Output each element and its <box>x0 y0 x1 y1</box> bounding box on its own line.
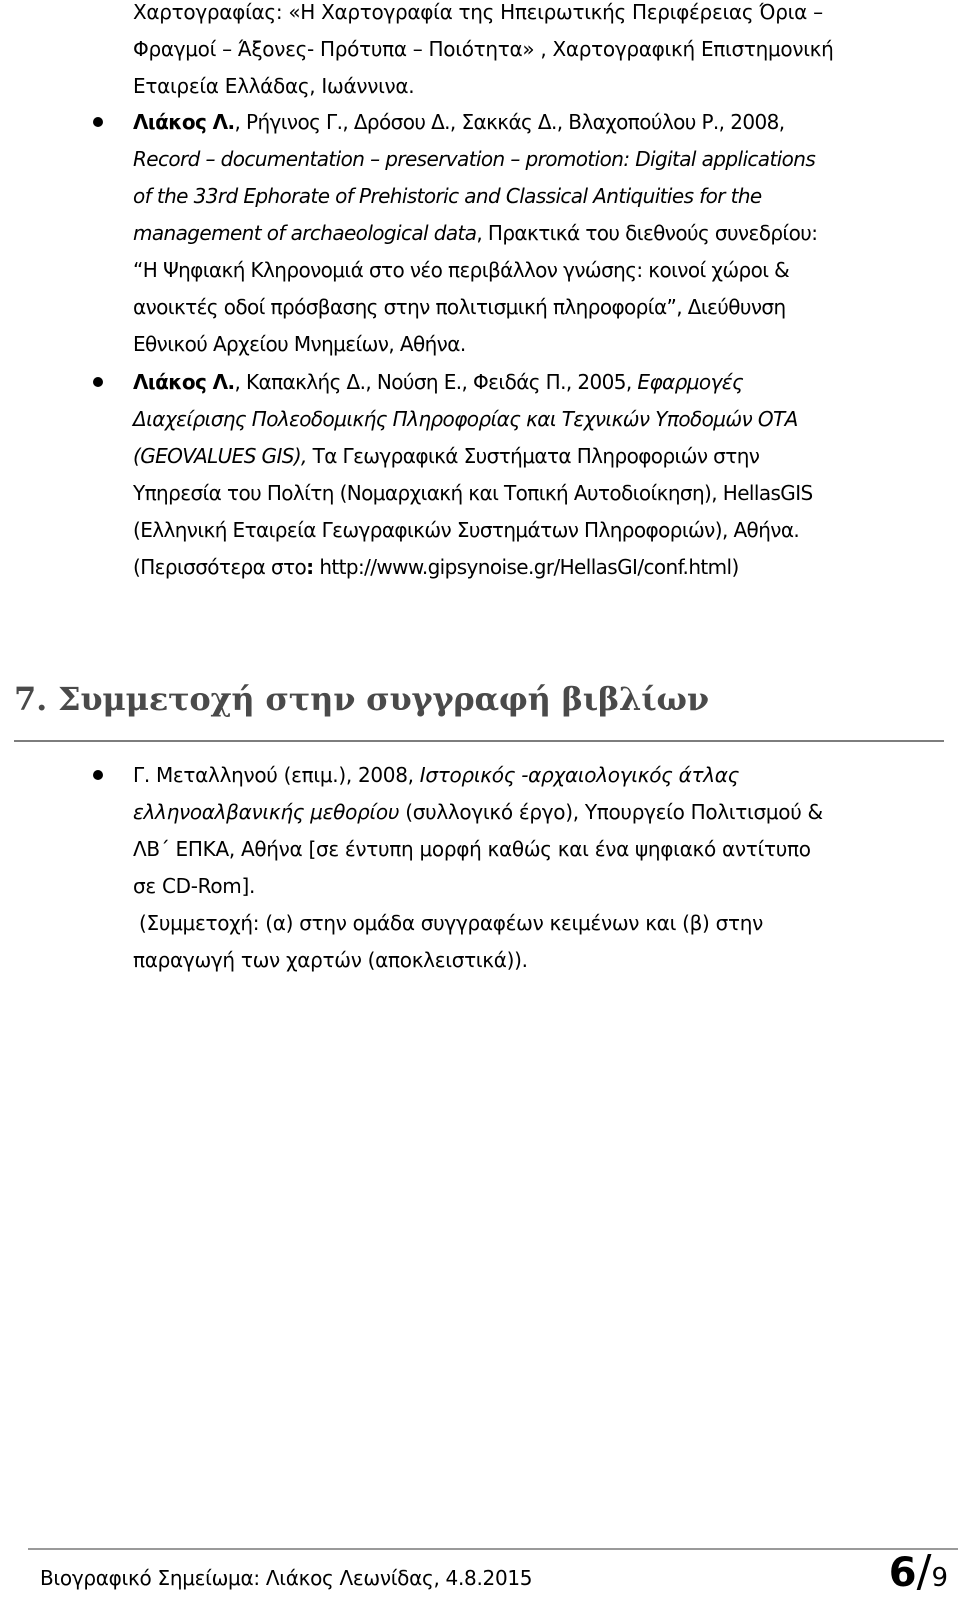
section-heading: 7. Συμμετοχή στην συγγραφή βιβλίων <box>14 680 709 718</box>
title-italic: ελληνοαλβανικής μεθορίου <box>133 800 400 824</box>
heading-divider <box>14 740 944 742</box>
text-line <box>133 794 941 831</box>
text-line: of the 33rd Ephorate of Prehistoric and Classical Antiquities for the <box>133 184 762 208</box>
author-name: Λιάκος Λ. <box>133 110 235 134</box>
text-line <box>133 438 941 475</box>
page-current: 6 <box>888 1550 917 1596</box>
text-rest: , Πρακτικά του διεθνούς συνεδρίου: <box>476 221 818 245</box>
text-line: Διαχείρισης Πολεοδομικής Πληροφορίας και Τεχνικών Υποδομών ΟΤΑ <box>133 407 798 431</box>
author-name: Λιάκος Λ. <box>133 370 235 394</box>
text-line: ΛΒ΄ ΕΠΚΑ, Αθήνα [σε έντυπη μορφή καθώς και ένα ψηφιακό αντίτυπο <box>133 837 811 861</box>
text-line: (Συμμετοχή: (α) στην ομάδα συγγραφέων κειμένων και (β) στην <box>139 911 763 935</box>
book-entry <box>133 757 941 979</box>
page-number <box>889 1546 948 1597</box>
text-line: Εθνικού Αρχείου Μνημείων, Αθήνα. <box>133 332 466 356</box>
text-rest: Τα Γεωγραφικά Συστήματα Πληροφοριών στην <box>312 444 760 468</box>
authors-rest: , Ρήγινος Γ., Δρόσου Δ., Σακκάς Δ., Βλαχοπούλου Ρ., 2008, <box>234 110 785 134</box>
text-line <box>133 364 941 401</box>
url-link[interactable]: http://www.gipsynoise.gr/HellasGI/conf.html) <box>313 555 739 579</box>
reference-entry <box>133 364 941 586</box>
footer-text: Βιογραφικό Σημείωμα: Λιάκος Λεωνίδας, 4.8.2015 <box>40 1566 533 1590</box>
authors-rest: , Καπακλής Δ., Νούση Ε., Φειδάς Π., 2005, <box>234 370 632 394</box>
text-line <box>133 104 941 141</box>
reference-continuation <box>133 0 941 105</box>
text-line: Εταιρεία Ελλάδας, Ιωάννινα. <box>133 74 415 98</box>
text-line: σε CD-Rom]. <box>133 874 256 898</box>
page-total: 9 <box>931 1563 948 1593</box>
bullet-icon <box>93 117 103 127</box>
text-line: (Ελληνική Εταιρεία Γεωγραφικών Συστημάτων Πληροφοριών), Αθήνα. <box>133 518 800 542</box>
text-line <box>133 549 941 586</box>
text-line: Record – documentation – preservation – promotion: Digital applications <box>133 147 816 171</box>
text-prefix: Γ. Μεταλληνού (επιμ.), 2008, <box>133 763 414 787</box>
bullet-icon <box>93 770 103 780</box>
text-line: Φραγμοί – Άξονες- Πρότυπα – Ποιότητα» , Χαρτογραφική Επιστημονική <box>133 37 834 61</box>
text-rest: (συλλογικό έργο), Υπουργείο Πολιτισμού & <box>405 800 823 824</box>
reference-entry <box>133 104 941 363</box>
footer-divider <box>28 1548 958 1550</box>
text-line: ανοικτές οδοί πρόσβασης στην πολιτισμική πληροφορία”, Διεύθυνση <box>133 295 786 319</box>
title-italic: Ιστορικός -αρχαιολογικός άτλας <box>419 763 740 787</box>
title-italic: (GEOVALUES GIS), <box>133 444 307 468</box>
colon: : <box>306 555 314 579</box>
text-line: Χαρτογραφίας: «Η Χαρτογραφία της Ηπειρωτικής Περιφέρειας Όρια – <box>133 0 823 24</box>
text-line: παραγωγή των χαρτών (αποκλειστικά)). <box>133 948 528 972</box>
title-italic: management of archaeological data <box>133 221 477 245</box>
text-line <box>133 757 941 794</box>
title-italic: Εφαρμογές <box>637 370 744 394</box>
bullet-icon <box>93 377 103 387</box>
text-line: “Η Ψηφιακή Κληρονομιά στο νέο περιβάλλον γνώσης: κοινοί χώροι & <box>133 258 790 282</box>
text-line: Υπηρεσία του Πολίτη (Νομαρχιακή και Τοπική Αυτοδιοίκηση), HellasGIS <box>133 481 813 505</box>
text-prefix: (Περισσότερα στο <box>133 555 307 579</box>
page-separator: / <box>916 1546 932 1597</box>
text-line <box>133 215 941 252</box>
